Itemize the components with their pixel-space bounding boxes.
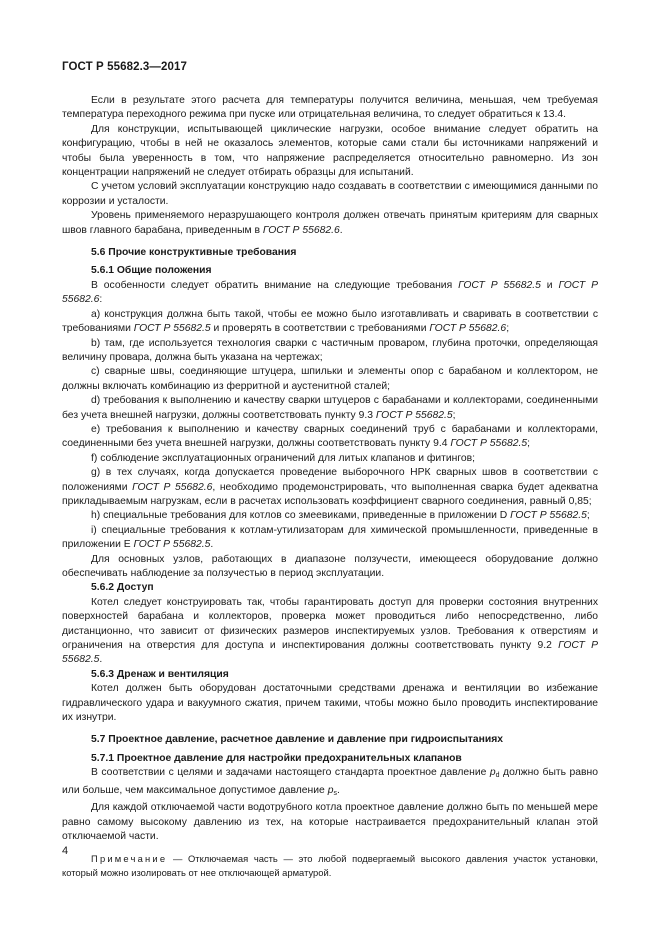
list-item [62,524,598,553]
list-item: с) сварные швы, соединяющие штуцера, шпильки и элементы опор с барабаном и коллектором, не должны включать комбинацию из ферритной и аустенитной сталей; [62,366,598,392]
paragraph [62,279,598,308]
list-item [62,509,598,523]
symbol: p [489,767,496,779]
text: должно быть равно или больше, чем максимальное допустимое давление [62,767,598,796]
text: d) требования к выполнению и качеству сварки штуцеров с барабанами и коллекторами, соединенными без учета внешней нагрузки, должны соответствовать пункту 9.3 [62,395,598,421]
standard-reference: ГОСТ Р 55682.6 [62,279,599,306]
list-item [62,308,598,337]
paragraph [62,766,598,801]
text: . [210,539,214,551]
text: ; [452,409,456,421]
text: е) требования к выполнению и качеству сварных соединений труб с барабанами и коллекторами, соединенными без учета внешней нагрузки, должны соответствовать пункту 9.4 [62,423,598,450]
paragraph: Для каждой отключаемой части водотрубного котла проектное давление должно быть по меньшей мере равно самому высокому давлению из тех, на которые настраивается предохранительный клапан этой отключаемой части. [62,802,598,842]
paragraph [62,596,598,668]
list-item [62,466,598,509]
section-heading: 5.7 Проектное давление, расчетное давление и давление при гидроиспытаниях [91,734,504,746]
text: В соответствии с целями и задачами настоящего стандарта проектное давление [91,767,490,779]
symbol: p [327,784,334,796]
document-code: ГОСТ Р 55682.3—2017 [62,61,187,73]
text: , необходимо продемонстрировать, что выполненная сварка будет адекватна прикладываемым нагрузкам, если в расчетах использовать коэффициент сварного соединения, равный 0,85; [62,481,599,507]
text: : [99,294,103,306]
paragraph: Для основных узлов, работающих в диапазоне ползучести, имеющееся оборудование должно обеспечивать наблюдение за ползучестью в период эксплуатации. [62,553,598,579]
standard-reference: ГОСТ Р 55682.5 [62,640,599,666]
text: а) конструкция должна быть такой, чтобы ее можно было изготавливать и сваривать в соответствии с требованиями [62,308,598,335]
standard-reference: ГОСТ Р 55682.5 [450,438,528,450]
list-item [62,394,598,423]
body-text [62,94,598,879]
standard-reference: ГОСТ Р 55682.5 [133,539,211,551]
subsection-heading: 5.7.1 Проектное давление для настройки предохранительных клапанов [91,752,462,764]
standard-reference: ГОСТ Р 55682.5 [375,409,453,421]
subscript: d [495,772,500,780]
paragraph: С учетом условий эксплуатации конструкцию надо создавать в соответствии с имеющимися данными по коррозии и усталости. [62,181,598,207]
standard-reference: ГОСТ Р 55682.5 [510,510,587,522]
text: . [339,224,343,236]
text: ; [506,323,510,335]
note-label: Примечание [91,853,168,865]
standard-reference: ГОСТ Р 55682.5 [133,323,211,335]
section-heading: 5.6 Прочие конструктивные требования [91,247,297,259]
subscript: s [333,789,337,797]
subsection-heading: 5.6.2 Доступ [91,582,154,594]
text: . [99,654,103,666]
text: h) специальные требования для котлов со змеевиками, приведенные в приложении D [91,510,511,522]
paragraph: Если в результате этого расчета для температуры получится величина, меньшая, чем требуемая температура переходного режима при пуске или отрицательная величина, то следует обратиться к 13.4. [62,95,598,121]
subsection-heading: 5.6.1 Общие положения [91,265,212,277]
text: g) в тех случаях, когда допускается проведение выборочного НРК сварных швов в соответствии с положениями [62,467,598,493]
text: ; [527,438,531,450]
list-item: f) соблюдение эксплуатационных ограничений для литых клапанов и фитингов; [91,452,476,464]
note [62,852,598,878]
list-item: b) там, где используется технология сварки с частичным проваром, глубина проточки, определяющая величину провара, должна быть указана на чертежах; [62,337,598,363]
subsection-heading: 5.6.3 Дренаж и вентиляция [91,668,229,680]
text: . [336,784,340,796]
standard-reference: ГОСТ Р 55682.6 [132,481,213,493]
paragraph: Для конструкции, испытывающей циклические нагрузки, особое внимание следует обратить на конфигурацию, чтобы в ней не оказалось элементов, которые сами стали бы источниками напряжений и чтобы была уверенность в том, что напряжение распределяется относительно равномерно. Из зон концентрации напряжений не следует отбирать образцы для испытаний. [62,123,598,179]
paragraph: Котел должен быть оборудован достаточными средствами дренажа и вентиляции во избежание гидравлического удара и вакуумного сжатия, причем такими, чтобы можно было проводить инспектирование их изнутри. [62,683,598,724]
paragraph [62,209,598,238]
text: Котел следует конструировать так, чтобы гарантировать доступ для проверки состояния внутренних поверхностей барабана и коллекторов, проверка может проводиться либо непосредственно, либо дистанционно, что зависит от физических размеров инспектируемых узлов. Требования к отверстиям и ограничения на отверстия для доступа и инспектирования должны соответствовать пункту 9.2 [62,596,598,652]
text: и проверять в соответствии с требованиями [210,323,430,335]
text: В особенности следует обратить внимание на следующие требования [91,279,459,291]
text: ; [586,510,590,522]
standard-reference: ГОСТ Р 55682.5 [458,279,541,291]
page-number: 4 [62,845,69,857]
note-text: — Отключаемая часть — это любой подвергаемый высокого давления участок установки, который можно изолировать от нее отключающей арматурой. [62,853,598,878]
text: i) специальные требования к котлам-утилизаторам для химической промышленности, приведенные в приложении Е [62,524,598,551]
text: Уровень применяемого неразрушающего контроля должен отвечать принятым критериям для сварных швов главного барабана, приведенным в [62,210,598,236]
list-item [62,423,598,452]
text: и [540,279,559,291]
standard-reference: ГОСТ Р 55682.6 [262,224,340,236]
standard-reference: ГОСТ Р 55682.6 [429,323,507,335]
